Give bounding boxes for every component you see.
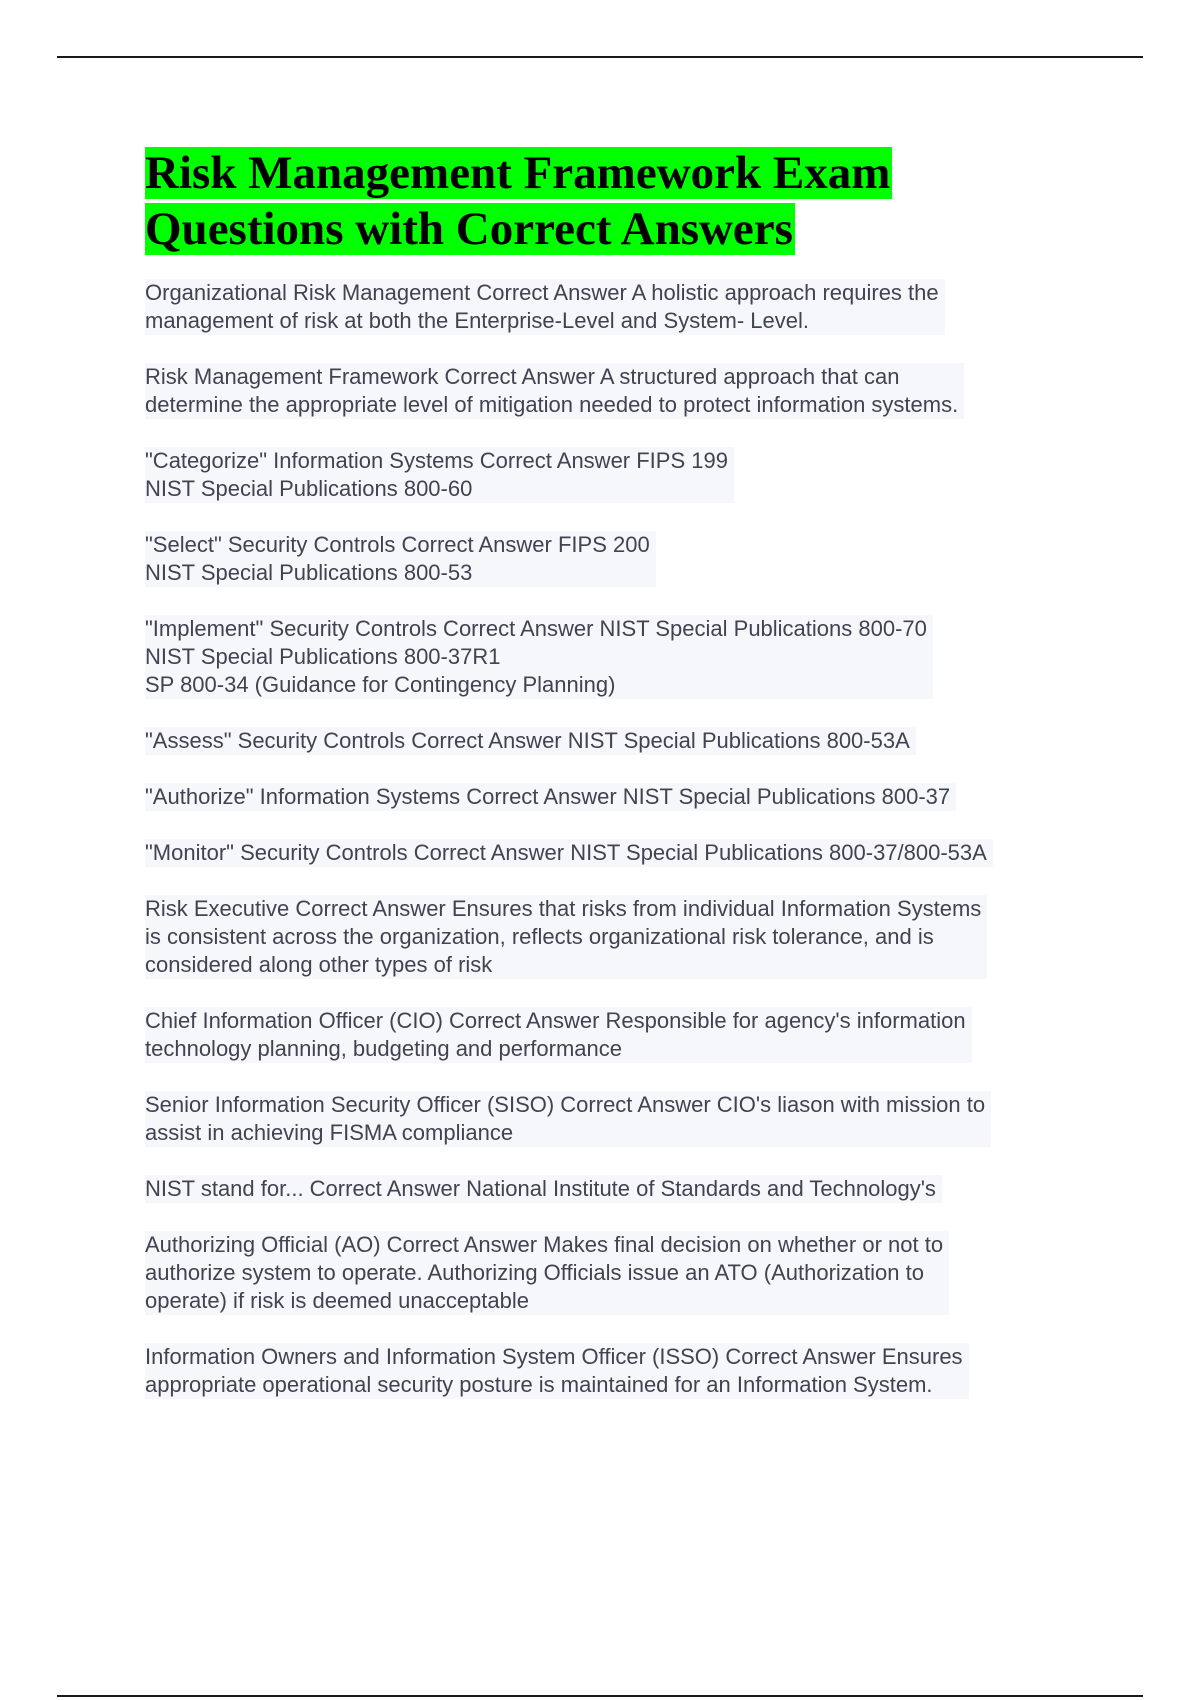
page-top-rule (57, 56, 1143, 58)
qa-entry-text: Information Owners and Information System Officer (ISSO) Correct Answer Ensures appropriate operational security posture is maintained for an Information System. (145, 1343, 969, 1399)
page-bottom-rule (57, 1695, 1143, 1697)
qa-entry-3 (145, 447, 1085, 503)
qa-entry-text: NIST stand for... Correct Answer National Institute of Standards and Technology's (145, 1175, 942, 1203)
document-body (145, 145, 1085, 1427)
qa-entry-text: "Monitor" Security Controls Correct Answer NIST Special Publications 800-37/800-53A (145, 839, 993, 867)
qa-entry-text: Chief Information Officer (CIO) Correct Answer Responsible for agency's information technology planning, budgeting and performance (145, 1007, 972, 1063)
qa-entry-1 (145, 279, 1085, 335)
qa-entry-9 (145, 895, 1085, 979)
qa-entry-7 (145, 783, 1085, 811)
qa-entry-text: Risk Management Framework Correct Answer A structured approach that can determine the appropriate level of mitigation needed to protect information systems. (145, 363, 964, 419)
qa-entry-5 (145, 615, 1085, 699)
qa-entry-14 (145, 1343, 1085, 1399)
title-line-2: Questions with Correct Answers (145, 203, 793, 255)
qa-entry-text: "Categorize" Information Systems Correct Answer FIPS 199 NIST Special Publications 800-60 (145, 447, 734, 503)
qa-entry-11 (145, 1091, 1085, 1147)
qa-entry-10 (145, 1007, 1085, 1063)
qa-entry-4 (145, 531, 1085, 587)
qa-entry-text: Authorizing Official (AO) Correct Answer Makes final decision on whether or not to authorize system to operate. Authorizing Officials issue an ATO (Authorization to operate) if risk is deemed unacceptable (145, 1231, 949, 1315)
qa-entry-6 (145, 727, 1085, 755)
qa-entry-text: "Assess" Security Controls Correct Answer NIST Special Publications 800-53A (145, 727, 916, 755)
title-line-1: Risk Management Framework Exam (145, 147, 891, 199)
qa-entry-13 (145, 1231, 1085, 1315)
qa-entry-2 (145, 363, 1085, 419)
qa-entry-text: Senior Information Security Officer (SISO) Correct Answer CIO's liason with mission to assist in achieving FISMA compliance (145, 1091, 991, 1147)
qa-entry-text: Risk Executive Correct Answer Ensures that risks from individual Information Systems is consistent across the organization, reflects organizational risk tolerance, and is considered along other types of risk (145, 895, 987, 979)
document-title (145, 145, 1085, 257)
qa-entry-text: "Implement" Security Controls Correct Answer NIST Special Publications 800-70 NIST Special Publications 800-37R1 SP 800-34 (Guidance for Contingency Planning) (145, 615, 933, 699)
qa-entry-text: "Authorize" Information Systems Correct Answer NIST Special Publications 800-37 (145, 783, 956, 811)
qa-entry-text: "Select" Security Controls Correct Answer FIPS 200 NIST Special Publications 800-53 (145, 531, 656, 587)
qa-entry-12 (145, 1175, 1085, 1203)
qa-entry-8 (145, 839, 1085, 867)
qa-entry-text: Organizational Risk Management Correct Answer A holistic approach requires the management of risk at both the Enterprise-Level and System- Level. (145, 279, 945, 335)
